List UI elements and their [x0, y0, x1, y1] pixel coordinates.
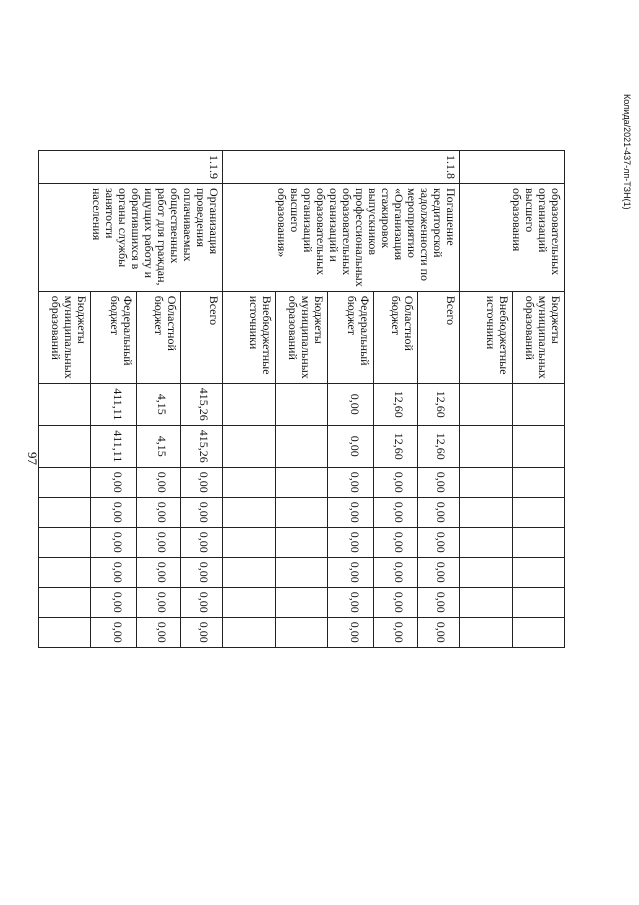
item-code: 1.1.8	[223, 151, 460, 184]
amount-cell	[276, 383, 328, 425]
amount-cell	[223, 527, 276, 557]
amount-cell	[460, 557, 513, 587]
amount-cell	[276, 587, 328, 617]
amount-cell: 0,00	[328, 425, 374, 467]
amount-cell: 0,00	[418, 497, 460, 527]
amount-cell	[39, 467, 91, 497]
amount-cell: 0,00	[181, 557, 223, 587]
funding-source: Всего	[418, 291, 460, 383]
amount-cell: 0,00	[374, 497, 418, 527]
amount-cell	[513, 383, 565, 425]
amount-cell: 0,00	[91, 527, 137, 557]
amount-cell: 0,00	[418, 527, 460, 557]
amount-cell	[39, 557, 91, 587]
document-code: Колида/2021-437-лп-ТЗН(1)	[622, 94, 632, 210]
amount-cell	[223, 467, 276, 497]
amount-cell: 415,26	[181, 425, 223, 467]
amount-cell: 0,00	[91, 467, 137, 497]
amount-cell	[39, 383, 91, 425]
amount-cell	[513, 467, 565, 497]
page-number: 97	[25, 452, 40, 465]
amount-cell: 12,60	[418, 383, 460, 425]
amount-cell: 4,15	[137, 425, 181, 467]
amount-cell: 0,00	[374, 527, 418, 557]
amount-cell: 0,00	[181, 467, 223, 497]
amount-cell: 0,00	[328, 383, 374, 425]
amount-cell: 0,00	[328, 587, 374, 617]
amount-cell	[460, 383, 513, 425]
amount-cell	[39, 425, 91, 467]
table-row	[513, 151, 565, 648]
amount-cell: 0,00	[137, 617, 181, 647]
amount-cell	[513, 557, 565, 587]
amount-cell	[276, 527, 328, 557]
funding-source: Бюджеты муниципальных образований	[39, 291, 91, 383]
amount-cell	[460, 587, 513, 617]
amount-cell: 12,60	[418, 425, 460, 467]
amount-cell	[223, 425, 276, 467]
amount-cell: 0,00	[137, 557, 181, 587]
amount-cell: 0,00	[418, 587, 460, 617]
amount-cell: 0,00	[418, 617, 460, 647]
amount-cell: 0,00	[181, 527, 223, 557]
funding-source: Внебюджетные источники	[223, 291, 276, 383]
funding-source: Федеральный бюджет	[328, 291, 374, 383]
table-row	[418, 151, 460, 648]
item-code	[460, 151, 565, 184]
amount-cell	[39, 617, 91, 647]
budget-table	[38, 150, 565, 648]
amount-cell	[223, 557, 276, 587]
amount-cell: 411,11	[91, 425, 137, 467]
amount-cell: 0,00	[91, 497, 137, 527]
amount-cell: 0,00	[181, 617, 223, 647]
table-row	[181, 151, 223, 648]
amount-cell	[460, 497, 513, 527]
amount-cell: 0,00	[137, 467, 181, 497]
funding-source: Бюджеты муниципальных образований	[513, 291, 565, 383]
item-name: образовательных организаций высшего образования	[460, 184, 565, 292]
funding-source: Федеральный бюджет	[91, 291, 137, 383]
funding-source: Бюджеты муниципальных образований	[276, 291, 328, 383]
amount-cell: 0,00	[91, 557, 137, 587]
amount-cell: 4,15	[137, 383, 181, 425]
funding-source: Областной бюджет	[137, 291, 181, 383]
amount-cell: 415,26	[181, 383, 223, 425]
amount-cell: 12,60	[374, 425, 418, 467]
amount-cell	[513, 425, 565, 467]
funding-source: Областной бюджет	[374, 291, 418, 383]
item-name: Организация проведения оплачиваемых общественных работ для граждан, ищущих работу и обратившихся в органы службы занятости населения	[39, 184, 223, 292]
amount-cell: 0,00	[418, 467, 460, 497]
amount-cell: 0,00	[181, 497, 223, 527]
amount-cell	[223, 587, 276, 617]
amount-cell: 0,00	[374, 587, 418, 617]
amount-cell	[276, 617, 328, 647]
amount-cell	[513, 617, 565, 647]
amount-cell: 0,00	[418, 557, 460, 587]
amount-cell: 0,00	[137, 587, 181, 617]
amount-cell: 0,00	[374, 467, 418, 497]
amount-cell	[460, 467, 513, 497]
amount-cell: 0,00	[91, 587, 137, 617]
amount-cell	[39, 497, 91, 527]
amount-cell: 0,00	[328, 617, 374, 647]
table-body	[39, 151, 565, 648]
funding-source: Всего	[181, 291, 223, 383]
funding-source: Внебюджетные источники	[460, 291, 513, 383]
amount-cell	[39, 527, 91, 557]
amount-cell	[276, 497, 328, 527]
amount-cell	[460, 425, 513, 467]
amount-cell	[276, 557, 328, 587]
item-code: 1.1.9	[39, 151, 223, 184]
amount-cell: 0,00	[328, 557, 374, 587]
amount-cell: 0,00	[374, 617, 418, 647]
amount-cell	[223, 617, 276, 647]
amount-cell	[223, 383, 276, 425]
amount-cell: 0,00	[328, 497, 374, 527]
amount-cell	[223, 497, 276, 527]
amount-cell: 411,11	[91, 383, 137, 425]
amount-cell: 0,00	[181, 587, 223, 617]
amount-cell: 0,00	[137, 497, 181, 527]
amount-cell	[513, 497, 565, 527]
amount-cell	[513, 527, 565, 557]
amount-cell	[276, 467, 328, 497]
amount-cell: 0,00	[328, 467, 374, 497]
amount-cell	[460, 527, 513, 557]
amount-cell	[513, 587, 565, 617]
amount-cell: 0,00	[91, 617, 137, 647]
amount-cell	[39, 587, 91, 617]
amount-cell: 0,00	[374, 557, 418, 587]
item-name: Погашение кредиторской задолженности по мероприятию «Организация стажировок выпускников профессиональных образовательных организаций и образовательных организаций высшего образования»	[223, 184, 460, 292]
amount-cell: 0,00	[137, 527, 181, 557]
amount-cell	[460, 617, 513, 647]
amount-cell: 12,60	[374, 383, 418, 425]
amount-cell: 0,00	[328, 527, 374, 557]
amount-cell	[276, 425, 328, 467]
